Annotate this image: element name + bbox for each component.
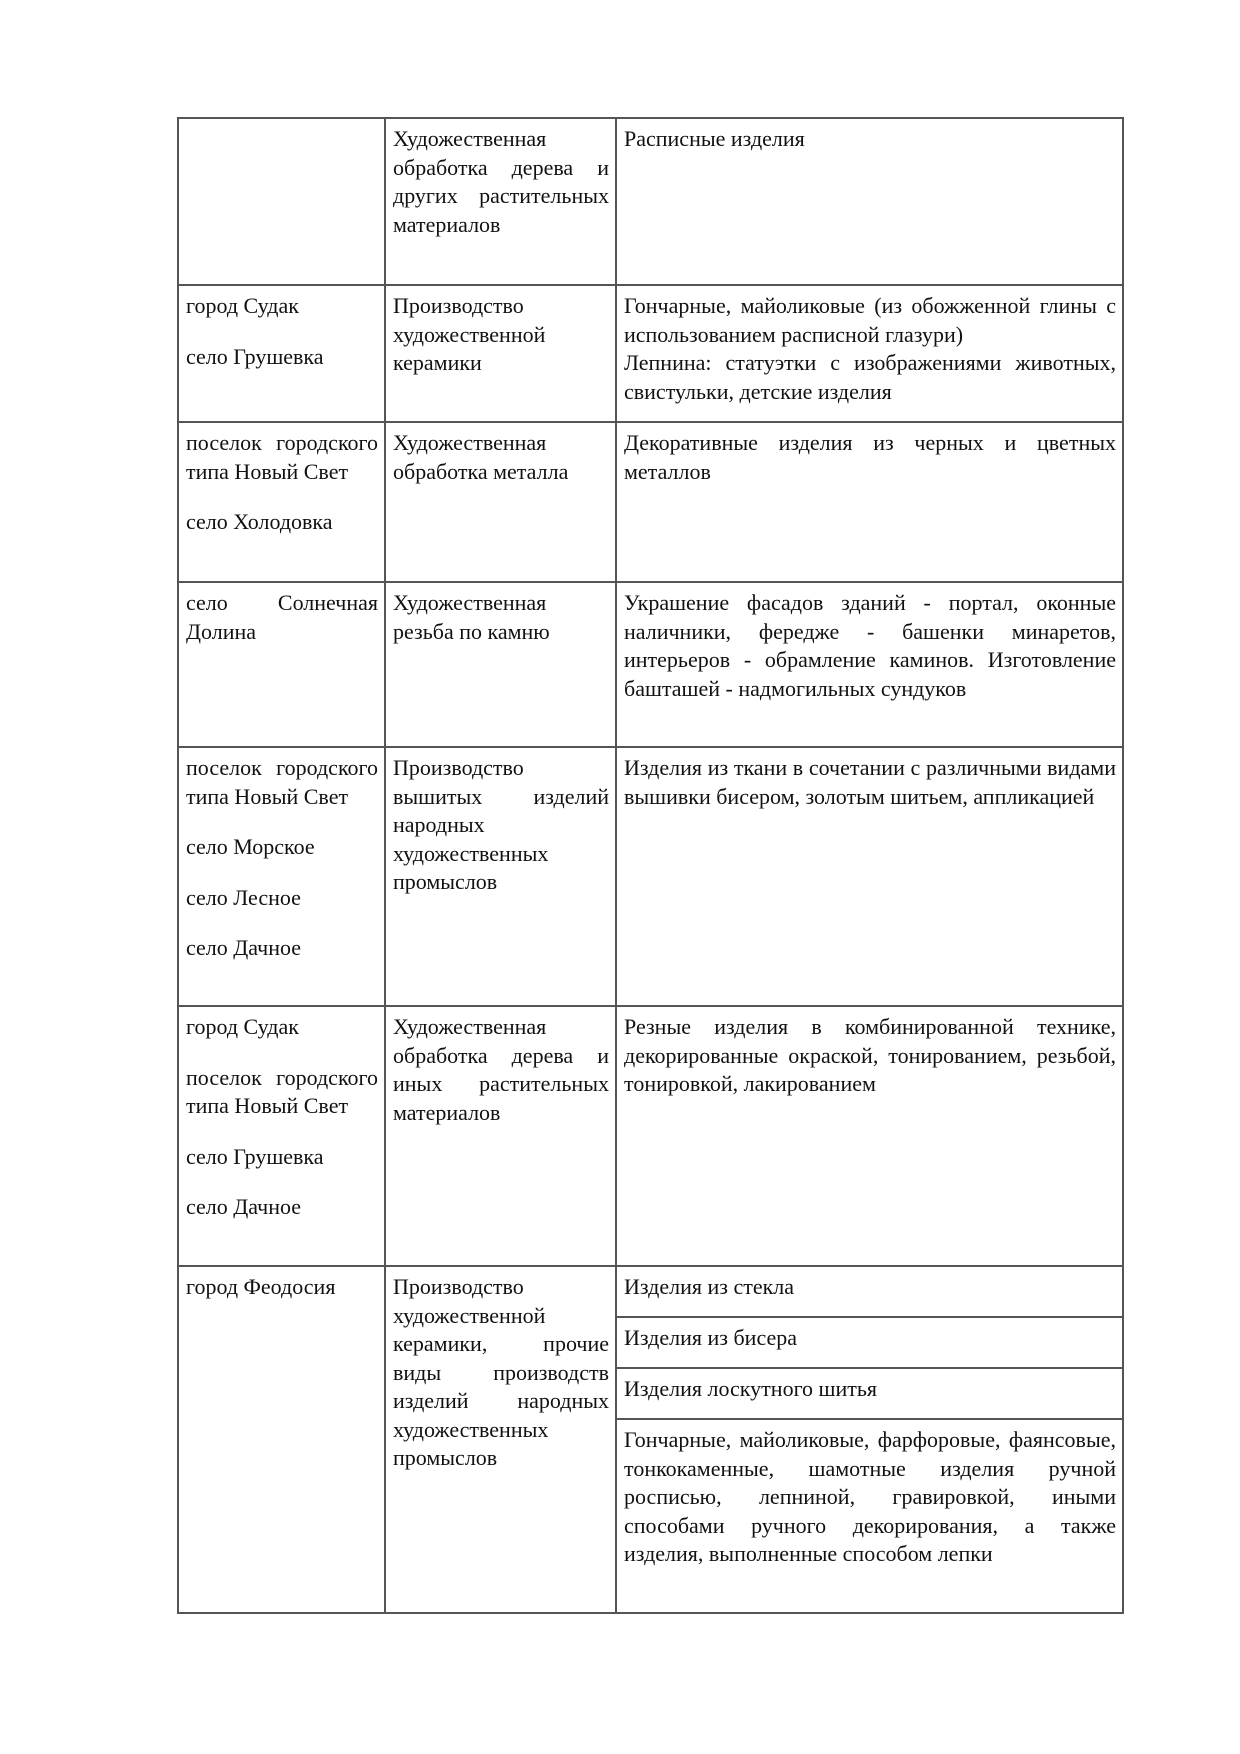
activity-text: Производство художественной керамики, прочие виды производств изделий народных художественных промыслов bbox=[393, 1274, 609, 1470]
products-cell bbox=[616, 422, 1123, 582]
place-text: село Лесное bbox=[186, 884, 301, 910]
places-cell bbox=[178, 422, 385, 582]
places-cell bbox=[178, 1006, 385, 1266]
products-cell bbox=[616, 285, 1123, 422]
activity-text: Художественная обработка дерева и иных растительных материалов bbox=[393, 1014, 609, 1125]
place-text: село Грушевка bbox=[186, 343, 324, 369]
product-text: Изделия из стекла bbox=[624, 1274, 795, 1299]
product-text: Резные изделия в комбинированной технике, декорированные окраской, тонированием, резьбой, тонировкой, лакированием bbox=[624, 1014, 1116, 1096]
table-row bbox=[178, 747, 1123, 1006]
place-text: город Судак bbox=[186, 1014, 299, 1039]
table-row bbox=[178, 1006, 1123, 1266]
activity-cell bbox=[385, 422, 616, 582]
product-text: Изделия из ткани в сочетании с различными видами вышивки бисером, золотым шитьем, аппликацией bbox=[624, 755, 1116, 809]
product-text: Гончарные, майоликовые (из обожженной глины с использованием расписной глазури) bbox=[624, 293, 1116, 347]
products-cell bbox=[616, 1006, 1123, 1266]
table-row bbox=[178, 422, 1123, 582]
product-text: Лепнина: статуэтки с изображениями животных, свистульки, детские изделия bbox=[624, 350, 1116, 404]
place-text: село Дачное bbox=[186, 1194, 302, 1219]
places-cell bbox=[178, 118, 385, 285]
products-cell bbox=[616, 747, 1123, 1006]
table-row bbox=[178, 118, 1123, 285]
table-row bbox=[178, 285, 1123, 422]
place-text: город Феодосия bbox=[186, 1274, 336, 1299]
product-text: Изделия из бисера bbox=[624, 1325, 798, 1350]
places-cell bbox=[178, 747, 385, 1006]
places-cell bbox=[178, 1266, 385, 1613]
table-row bbox=[178, 1266, 1123, 1317]
place-text: поселок городского типа Новый Свет bbox=[186, 430, 378, 484]
activity-cell bbox=[385, 1266, 616, 1613]
activity-cell bbox=[385, 582, 616, 747]
activity-text: Производство вышитых изделий народных художественных промыслов bbox=[393, 755, 609, 894]
activity-cell bbox=[385, 118, 616, 285]
places-cell bbox=[178, 582, 385, 747]
products-cell bbox=[616, 582, 1123, 747]
table-row bbox=[178, 582, 1123, 747]
product-text: Изделия лоскутного шитья bbox=[624, 1376, 878, 1401]
product-text: Декоративные изделия из черных и цветных металлов bbox=[624, 430, 1116, 484]
products-cell bbox=[616, 1419, 1123, 1613]
activity-text: Художественная резьба по камню bbox=[393, 590, 550, 644]
products-cell bbox=[616, 1317, 1123, 1368]
place-text: поселок городского типа Новый Свет bbox=[186, 1064, 378, 1118]
product-text: Расписные изделия bbox=[624, 126, 805, 151]
activity-text: Художественная обработка дерева и других растительных материалов bbox=[393, 126, 609, 237]
products-cell bbox=[616, 1266, 1123, 1317]
place-text: село Солнечная Долина bbox=[186, 590, 378, 644]
products-cell bbox=[616, 1368, 1123, 1419]
activity-cell bbox=[385, 285, 616, 422]
place-text: село Холодовка bbox=[186, 509, 333, 534]
place-text: поселок городского типа Новый Свет bbox=[186, 755, 378, 809]
place-text: село Дачное bbox=[186, 935, 302, 960]
activity-text: Художественная обработка металла bbox=[393, 430, 569, 484]
product-text: Гончарные, майоликовые, фарфоровые, фаянсовые, тонкокаменные, шамотные изделия ручной росписью, лепниной, гравировкой, иными способами ручного декорирования, а также изделия, выполненные способом лепки bbox=[624, 1427, 1116, 1566]
product-text: Украшение фасадов зданий - портал, оконные наличники, фередже - башенки минаретов, интерьеров - обрамление каминов. Изготовление башташей - надмогильных сундуков bbox=[624, 590, 1116, 701]
place-text: село Грушевка bbox=[186, 1143, 324, 1169]
activity-text: Производство художественной керамики bbox=[393, 293, 546, 375]
crafts-table bbox=[177, 117, 1124, 1614]
activity-cell bbox=[385, 1006, 616, 1266]
place-text: город Судак bbox=[186, 293, 299, 318]
place-text: село Морское bbox=[186, 834, 315, 859]
activity-cell bbox=[385, 747, 616, 1006]
products-cell bbox=[616, 118, 1123, 285]
places-cell bbox=[178, 285, 385, 422]
